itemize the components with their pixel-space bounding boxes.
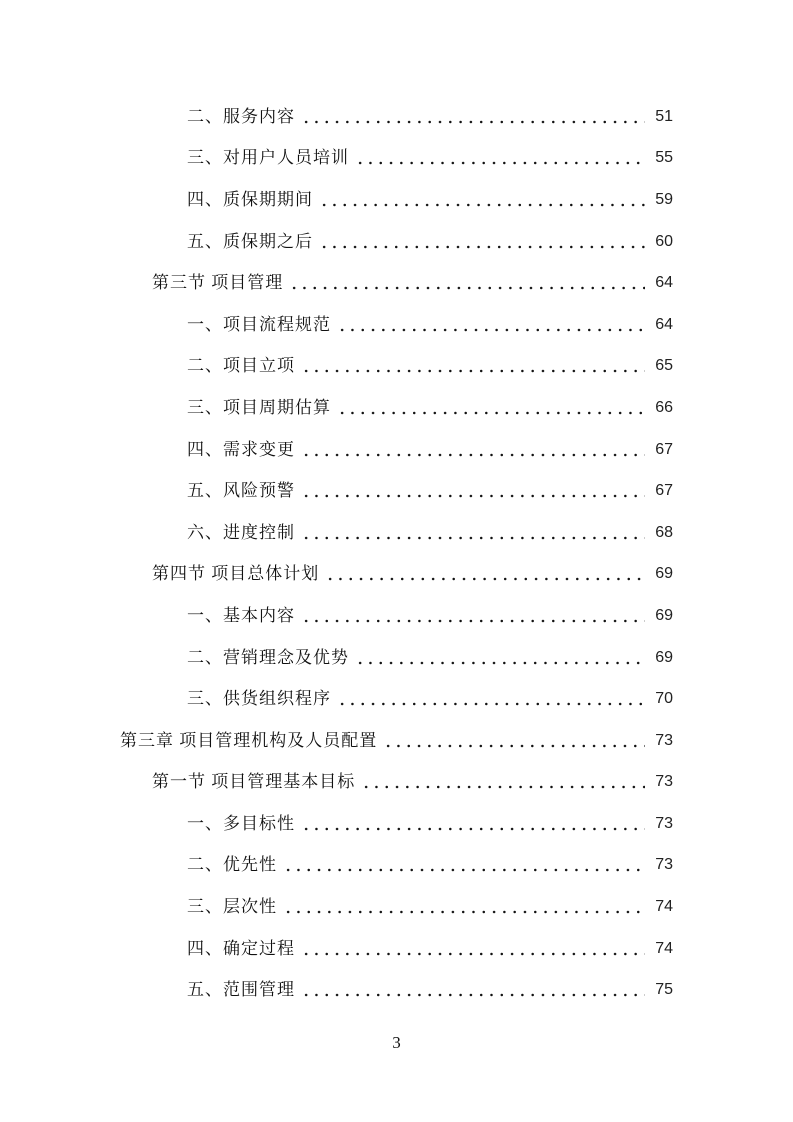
dot-leader (337, 700, 645, 708)
toc-item-entry (0, 346, 793, 388)
toc-entry-page-number: 67 (655, 440, 673, 458)
toc-entry-page-number: 75 (655, 981, 673, 999)
dot-leader (301, 534, 645, 542)
toc-entry-page-number: 69 (655, 606, 673, 624)
toc-entry-page-number: 67 (655, 482, 673, 500)
toc-section-entry (0, 762, 793, 804)
toc-entry-page-number: 73 (655, 731, 673, 749)
toc-chapter-entry (0, 720, 793, 762)
toc-item-entry (0, 803, 793, 845)
toc-item-entry (0, 969, 793, 1011)
dot-leader (301, 492, 645, 500)
dot-leader (283, 908, 645, 916)
toc-section-entry (0, 554, 793, 596)
dot-leader (283, 866, 645, 874)
toc-entry-title: 四、需求变更 (187, 439, 295, 459)
toc-item-entry (0, 138, 793, 180)
toc-entry-title: 第四节 项目总体计划 (152, 564, 320, 584)
toc-entry-title: 二、营销理念及优势 (187, 647, 349, 667)
dot-leader (301, 367, 645, 375)
toc-entry-title: 四、质保期期间 (187, 189, 313, 209)
toc-entry-title: 一、项目流程规范 (187, 314, 331, 334)
page-number: 3 (392, 1033, 401, 1052)
dot-leader (337, 326, 645, 334)
dot-leader (361, 783, 645, 791)
toc-entry-page-number: 73 (655, 814, 673, 832)
toc-entry-title: 三、对用户人员培训 (187, 148, 349, 168)
toc-item-entry (0, 470, 793, 512)
dot-leader (301, 991, 645, 999)
toc-entry-page-number: 64 (655, 315, 673, 333)
toc-entry-title: 第三章 项目管理机构及人员配置 (120, 730, 378, 750)
toc-entry-page-number: 60 (655, 232, 673, 250)
dot-leader (301, 118, 645, 126)
toc-entry-title: 三、供货组织程序 (187, 689, 331, 709)
toc-entry-title: 五、质保期之后 (187, 231, 313, 251)
dot-leader (325, 575, 645, 583)
toc-item-entry (0, 928, 793, 970)
toc-entry-title: 四、确定过程 (187, 938, 295, 958)
dot-leader (301, 617, 645, 625)
toc-item-entry (0, 387, 793, 429)
toc-entry-page-number: 69 (655, 565, 673, 583)
toc-entry-title: 三、层次性 (187, 897, 277, 917)
toc-entry-page-number: 55 (655, 149, 673, 167)
toc-entry-title: 六、进度控制 (187, 522, 295, 542)
dot-leader (319, 243, 645, 251)
toc-entry-title: 五、风险预警 (187, 481, 295, 501)
toc-section-entry (0, 262, 793, 304)
toc-item-entry (0, 429, 793, 471)
dot-leader (301, 825, 645, 833)
toc-entry-title: 二、项目立项 (187, 356, 295, 376)
toc-item-entry (0, 221, 793, 263)
toc-entry-title: 二、服务内容 (187, 106, 295, 126)
toc-entry-page-number: 51 (655, 107, 673, 125)
toc-item-entry (0, 304, 793, 346)
dot-leader (337, 409, 645, 417)
toc-item-entry (0, 179, 793, 221)
toc-entry-page-number: 65 (655, 357, 673, 375)
toc-entry-page-number: 73 (655, 856, 673, 874)
toc-entry-page-number: 74 (655, 939, 673, 957)
toc-item-entry (0, 595, 793, 637)
toc-entry-page-number: 66 (655, 398, 673, 416)
toc-entry-title: 一、多目标性 (187, 813, 295, 833)
toc-item-entry (0, 96, 793, 138)
toc-item-entry (0, 637, 793, 679)
toc-entry-title: 第三节 项目管理 (152, 273, 284, 293)
dot-leader (355, 159, 645, 167)
toc-entry-page-number: 70 (655, 690, 673, 708)
toc-entry-page-number: 69 (655, 648, 673, 666)
toc-entry-page-number: 73 (655, 773, 673, 791)
dot-leader (383, 742, 645, 750)
toc-item-entry (0, 886, 793, 928)
toc-entry-title: 一、基本内容 (187, 605, 295, 625)
toc-entry-page-number: 68 (655, 523, 673, 541)
toc-item-entry (0, 678, 793, 720)
toc-entry-page-number: 59 (655, 190, 673, 208)
toc-entry-title: 三、项目周期估算 (187, 397, 331, 417)
toc-entry-title: 第一节 项目管理基本目标 (152, 772, 356, 792)
dot-leader (355, 659, 645, 667)
toc-item-entry (0, 845, 793, 887)
toc-item-entry (0, 512, 793, 554)
table-of-contents (0, 96, 793, 1011)
dot-leader (301, 950, 645, 958)
toc-entry-page-number: 64 (655, 274, 673, 292)
dot-leader (289, 284, 645, 292)
dot-leader (319, 201, 645, 209)
toc-entry-title: 二、优先性 (187, 855, 277, 875)
dot-leader (301, 451, 645, 459)
toc-entry-title: 五、范围管理 (187, 980, 295, 1000)
toc-entry-page-number: 74 (655, 898, 673, 916)
